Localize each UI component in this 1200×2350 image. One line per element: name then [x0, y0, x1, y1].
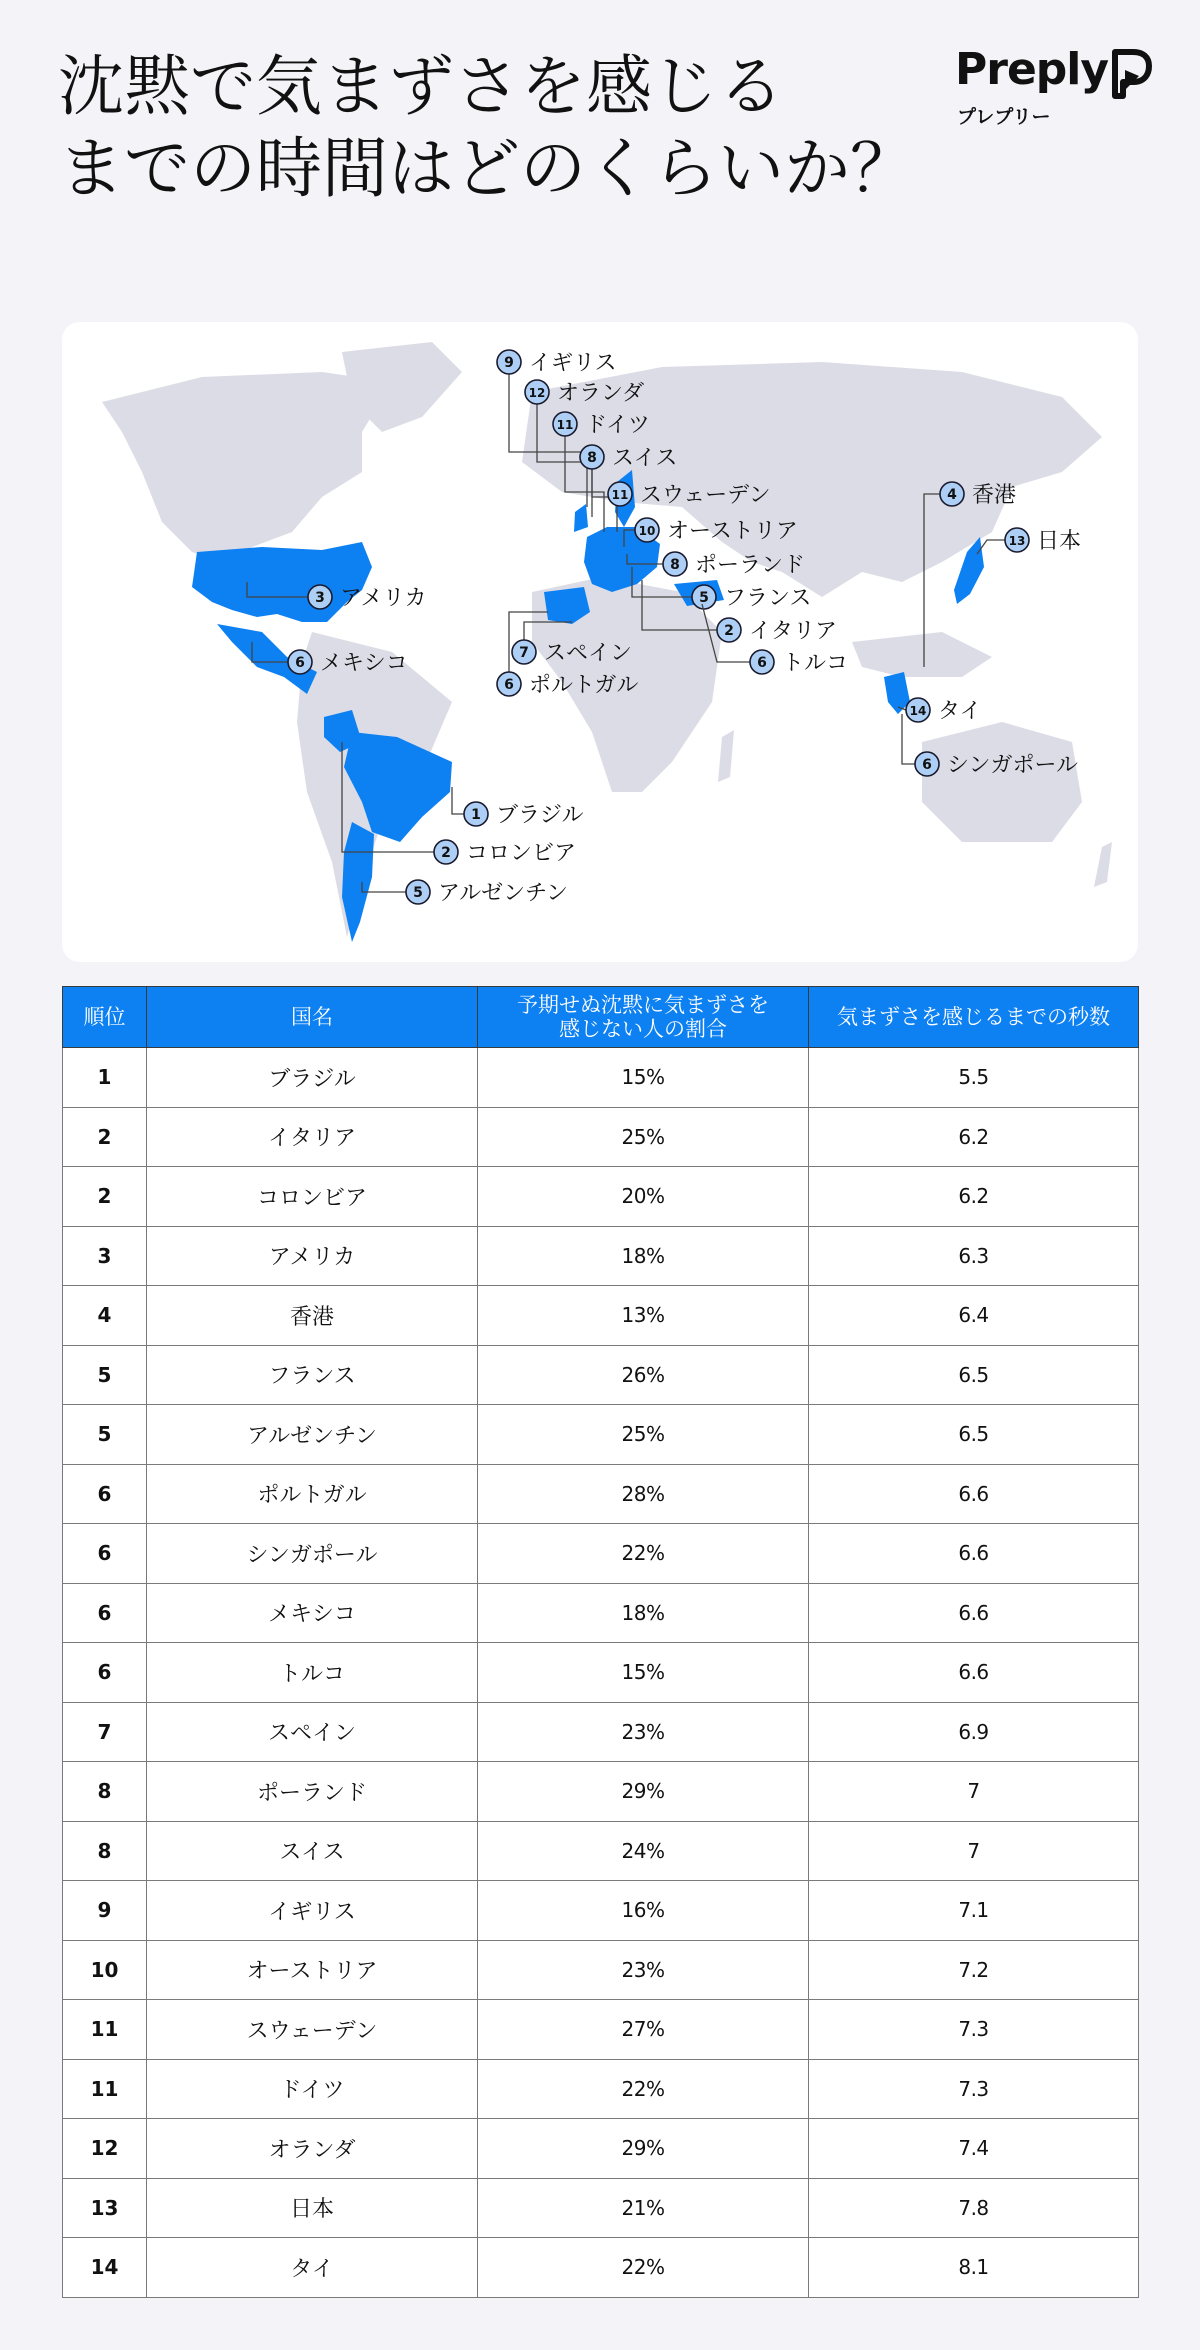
cell-rank: 5: [63, 1405, 147, 1465]
cell-seconds: 7.3: [809, 2059, 1139, 2119]
cell-pct: 21%: [478, 2178, 809, 2238]
cell-rank: 14: [63, 2238, 147, 2298]
callout-rank-number: 8: [587, 450, 597, 466]
preply-logo-icon: [1105, 46, 1153, 102]
table-body: [63, 1048, 1139, 2298]
header-pct-line-1: 予期せぬ沈黙に気まずさを: [517, 993, 769, 1017]
cell-seconds: 6.9: [809, 1702, 1139, 1762]
cell-country: オーストリア: [147, 1940, 478, 2000]
table-row: [63, 1702, 1139, 1762]
callout-rank-number: 3: [315, 590, 325, 606]
cell-rank: 12: [63, 2119, 147, 2179]
cell-seconds: 8.1: [809, 2238, 1139, 2298]
cell-rank: 7: [63, 1702, 147, 1762]
cell-seconds: 6.2: [809, 1107, 1139, 1167]
cell-pct: 23%: [478, 1940, 809, 2000]
table-row: [63, 2059, 1139, 2119]
cell-pct: 18%: [478, 1583, 809, 1643]
table-row: [63, 1583, 1139, 1643]
table-row: [63, 2000, 1139, 2060]
callout-rank-number: 2: [441, 845, 451, 861]
cell-pct: 26%: [478, 1345, 809, 1405]
callout-rank-number: 11: [556, 418, 574, 432]
title-line-2: までの時間はどのくらいか？: [58, 130, 916, 207]
table-row: [63, 2238, 1139, 2298]
callout-country-label: オランダ: [557, 381, 645, 406]
cell-pct: 24%: [478, 1821, 809, 1881]
cell-seconds: 7: [809, 1762, 1139, 1822]
page-title: [58, 46, 958, 210]
callout-country-label: ポルトガル: [529, 673, 639, 698]
cell-pct: 27%: [478, 2000, 809, 2060]
cell-country: ポルトガル: [147, 1464, 478, 1524]
callout-country-label: タイ: [938, 699, 982, 724]
callout-country-label: オーストリア: [667, 519, 798, 544]
callout-country-label: トルコ: [782, 651, 849, 676]
cell-seconds: 6.6: [809, 1464, 1139, 1524]
cell-pct: 25%: [478, 1405, 809, 1465]
callout-rank-number: 8: [670, 557, 680, 573]
cell-country: アメリカ: [147, 1226, 478, 1286]
cell-seconds: 6.6: [809, 1643, 1139, 1703]
table-row: [63, 2119, 1139, 2179]
cell-country: コロンビア: [147, 1167, 478, 1227]
callout-rank-number: 6: [295, 655, 305, 671]
world-map-graphic: [62, 322, 1138, 962]
cell-country: ブラジル: [147, 1048, 478, 1108]
cell-country: タイ: [147, 2238, 478, 2298]
callout-rank-number: 5: [699, 590, 709, 606]
callout-rank-number: 10: [638, 524, 656, 538]
cell-rank: 5: [63, 1345, 147, 1405]
cell-seconds: 7: [809, 1821, 1139, 1881]
callout-country-label: 香港: [972, 483, 1017, 508]
table-row: [63, 1464, 1139, 1524]
cell-seconds: 6.6: [809, 1524, 1139, 1584]
cell-country: フランス: [147, 1345, 478, 1405]
header-pct-line-2: 感じない人の割合: [559, 1017, 727, 1041]
callout-country-label: ドイツ: [585, 413, 650, 438]
cell-pct: 22%: [478, 1524, 809, 1584]
cell-country: スイス: [147, 1821, 478, 1881]
callout-country-label: スペイン: [544, 641, 633, 666]
callout-country-label: 日本: [1037, 529, 1082, 554]
cell-seconds: 6.5: [809, 1345, 1139, 1405]
land-southeast-asia: [852, 632, 992, 677]
cell-rank: 8: [63, 1821, 147, 1881]
cell-pct: 18%: [478, 1226, 809, 1286]
land-north-america: [102, 372, 392, 562]
callout-country-label: スウェーデン: [640, 483, 771, 508]
cell-rank: 6: [63, 1524, 147, 1584]
callout-country-label: スイス: [612, 446, 678, 471]
title-line-1: 沈黙で気まずさを感じる: [58, 48, 784, 125]
callout-rank-number: 13: [1008, 534, 1026, 548]
callout-rank-number: 14: [909, 704, 927, 718]
cell-rank: 2: [63, 1107, 147, 1167]
cell-rank: 11: [63, 2000, 147, 2060]
cell-country: 日本: [147, 2178, 478, 2238]
cell-seconds: 6.5: [809, 1405, 1139, 1465]
callout-country-label: アルゼンチン: [438, 881, 569, 906]
cell-seconds: 7.4: [809, 2119, 1139, 2179]
callout-rank-number: 6: [922, 757, 932, 773]
cell-country: ドイツ: [147, 2059, 478, 2119]
header-rank: 順位: [63, 987, 147, 1048]
table-row: [63, 1762, 1139, 1822]
table-row: [63, 1107, 1139, 1167]
table-row: [63, 1881, 1139, 1941]
land-australia: [922, 722, 1082, 842]
callout-country-label: ブラジル: [496, 803, 584, 828]
table-row: [63, 1167, 1139, 1227]
callout-leader-line: [452, 787, 464, 814]
table-row: [63, 1048, 1139, 1108]
cell-pct: 29%: [478, 1762, 809, 1822]
callout-rank-number: 6: [757, 655, 767, 671]
cell-rank: 9: [63, 1881, 147, 1941]
cell-seconds: 7.8: [809, 2178, 1139, 2238]
cell-rank: 1: [63, 1048, 147, 1108]
table-header-row: [63, 987, 1139, 1048]
cell-rank: 11: [63, 2059, 147, 2119]
cell-pct: 22%: [478, 2238, 809, 2298]
cell-country: スペイン: [147, 1702, 478, 1762]
world-map: [62, 322, 1138, 962]
callout-rank-number: 1: [471, 807, 481, 823]
callout-rank-number: 9: [504, 355, 514, 371]
cell-country: 香港: [147, 1286, 478, 1346]
callout-country-label: ポーランド: [695, 553, 806, 578]
brand-name: Preply: [955, 44, 1109, 95]
cell-seconds: 6.6: [809, 1583, 1139, 1643]
table-row: [63, 1524, 1139, 1584]
table-row: [63, 1226, 1139, 1286]
land-new-zealand: [1094, 842, 1112, 887]
table-row: [63, 1821, 1139, 1881]
cell-rank: 10: [63, 1940, 147, 2000]
cell-seconds: 6.4: [809, 1286, 1139, 1346]
callout-country-label: イギリス: [529, 351, 617, 376]
cell-pct: 29%: [478, 2119, 809, 2179]
cell-seconds: 7.2: [809, 1940, 1139, 2000]
cell-rank: 4: [63, 1286, 147, 1346]
callout-rank-number: 7: [519, 645, 529, 661]
cell-country: シンガポール: [147, 1524, 478, 1584]
land-madagascar: [718, 730, 734, 782]
table-row: [63, 2178, 1139, 2238]
cell-pct: 13%: [478, 1286, 809, 1346]
callout-country-label: イタリア: [749, 619, 838, 644]
cell-country: イギリス: [147, 1881, 478, 1941]
callout-country-label: メキシコ: [320, 651, 408, 676]
callout-rank-number: 2: [724, 623, 734, 639]
cell-country: トルコ: [147, 1643, 478, 1703]
cell-country: アルゼンチン: [147, 1405, 478, 1465]
table-row: [63, 1286, 1139, 1346]
cell-rank: 6: [63, 1643, 147, 1703]
brand-logo: [955, 44, 1155, 134]
cell-rank: 2: [63, 1167, 147, 1227]
table-row: [63, 1345, 1139, 1405]
cell-pct: 28%: [478, 1464, 809, 1524]
cell-seconds: 6.3: [809, 1226, 1139, 1286]
highlight-uk: [574, 504, 588, 532]
cell-pct: 20%: [478, 1167, 809, 1227]
callout-country-label: フランス: [724, 586, 812, 611]
callout-country-label: シンガポール: [947, 753, 1079, 778]
callout-country-label: コロンビア: [466, 841, 577, 866]
callout-rank-number: 5: [413, 885, 423, 901]
cell-country: スウェーデン: [147, 2000, 478, 2060]
cell-country: オランダ: [147, 2119, 478, 2179]
cell-seconds: 7.3: [809, 2000, 1139, 2060]
cell-rank: 6: [63, 1464, 147, 1524]
cell-rank: 3: [63, 1226, 147, 1286]
table-row: [63, 1940, 1139, 2000]
table-row: [63, 1643, 1139, 1703]
callout-rank-number: 12: [528, 386, 546, 400]
cell-pct: 23%: [478, 1702, 809, 1762]
callout-rank-number: 6: [504, 677, 514, 693]
cell-pct: 16%: [478, 1881, 809, 1941]
cell-pct: 15%: [478, 1643, 809, 1703]
cell-pct: 25%: [478, 1107, 809, 1167]
cell-seconds: 6.2: [809, 1167, 1139, 1227]
cell-pct: 22%: [478, 2059, 809, 2119]
cell-pct: 15%: [478, 1048, 809, 1108]
cell-country: イタリア: [147, 1107, 478, 1167]
cell-seconds: 7.1: [809, 1881, 1139, 1941]
callout-country-label: アメリカ: [340, 586, 427, 611]
header-pct: [478, 987, 809, 1048]
cell-country: ポーランド: [147, 1762, 478, 1822]
header-country: 国名: [147, 987, 478, 1048]
callout-rank-number: 4: [947, 487, 957, 503]
cell-rank: 6: [63, 1583, 147, 1643]
cell-rank: 13: [63, 2178, 147, 2238]
cell-seconds: 5.5: [809, 1048, 1139, 1108]
cell-rank: 8: [63, 1762, 147, 1822]
cell-country: メキシコ: [147, 1583, 478, 1643]
ranking-table: [62, 986, 1139, 2298]
callout-rank-number: 11: [611, 488, 629, 502]
brand-subtitle: プレプリー: [957, 106, 1051, 128]
header-seconds: 気まずさを感じるまでの秒数: [809, 987, 1139, 1048]
table-row: [63, 1405, 1139, 1465]
